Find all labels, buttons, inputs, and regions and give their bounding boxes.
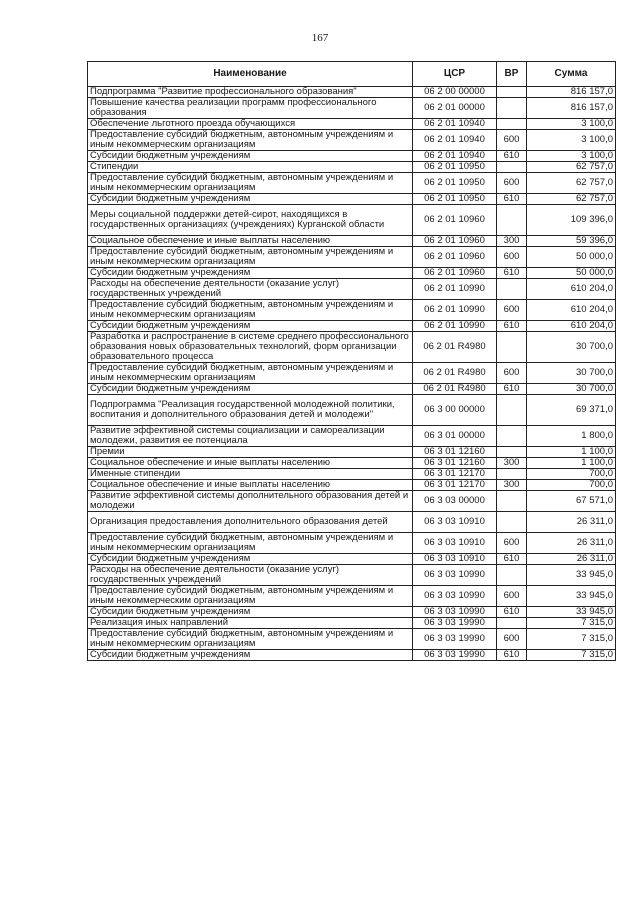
cell-csr: 06 3 03 00000 [413,491,497,512]
page-number: 167 [311,32,329,44]
cell-csr: 06 2 00 00000 [413,87,497,98]
cell-csr: 06 3 03 10990 [413,586,497,607]
cell-vr [497,87,527,98]
table-row [88,87,616,98]
cell-csr: 06 2 01 10940 [413,130,497,151]
cell-sum: 700,0 [527,469,616,480]
cell-name: Разработка и распространение в системе среднего профессионального образования новых образовательных технологий, форм организации образовательного процесса [88,332,413,363]
cell-csr: 06 2 01 R4980 [413,384,497,395]
cell-vr: 600 [497,247,527,268]
cell-name: Субсидии бюджетным учреждениям [88,268,413,279]
cell-name: Субсидии бюджетным учреждениям [88,554,413,565]
cell-name: Расходы на обеспечение деятельности (оказание услуг) государственных учреждений [88,565,413,586]
cell-csr: 06 2 01 10950 [413,173,497,194]
cell-sum: 26 311,0 [527,533,616,554]
cell-name: Подпрограмма "Реализация государственной молодежной политики, воспитания и дополнительного образования детей и молодежи" [88,395,413,426]
cell-sum: 33 945,0 [527,607,616,618]
table-row [88,447,616,458]
cell-csr: 06 2 01 10990 [413,300,497,321]
cell-sum: 26 311,0 [527,554,616,565]
table-row [88,458,616,469]
table-row [88,98,616,119]
cell-csr: 06 2 01 10960 [413,205,497,236]
table-row [88,236,616,247]
cell-vr: 610 [497,321,527,332]
cell-csr: 06 3 03 10990 [413,607,497,618]
cell-csr: 06 3 03 10990 [413,565,497,586]
cell-sum: 610 204,0 [527,279,616,300]
cell-sum: 50 000,0 [527,268,616,279]
table-row [88,607,616,618]
cell-sum: 30 700,0 [527,332,616,363]
cell-sum: 1 800,0 [527,426,616,447]
table-body [88,87,616,661]
table-row [88,650,616,661]
cell-vr: 300 [497,458,527,469]
cell-name: Предоставление субсидий бюджетным, автономным учреждениям и иным некоммерческим организациям [88,629,413,650]
cell-csr: 06 2 01 10990 [413,279,497,300]
cell-sum: 7 315,0 [527,618,616,629]
cell-sum: 610 204,0 [527,321,616,332]
cell-sum: 59 396,0 [527,236,616,247]
cell-csr: 06 2 01 10960 [413,268,497,279]
cell-sum: 610 204,0 [527,300,616,321]
cell-sum: 33 945,0 [527,565,616,586]
cell-sum: 33 945,0 [527,586,616,607]
cell-vr [497,618,527,629]
table-row [88,533,616,554]
table-row [88,565,616,586]
cell-name: Социальное обеспечение и иные выплаты населению [88,480,413,491]
table-row [88,426,616,447]
cell-csr: 06 2 01 10950 [413,162,497,173]
cell-vr: 600 [497,300,527,321]
cell-vr: 600 [497,629,527,650]
cell-name: Именные стипендии [88,469,413,480]
cell-csr: 06 3 03 19990 [413,618,497,629]
cell-sum: 50 000,0 [527,247,616,268]
cell-vr: 610 [497,268,527,279]
cell-name: Предоставление субсидий бюджетным, автономным учреждениям и иным некоммерческим организациям [88,533,413,554]
cell-csr: 06 3 01 12160 [413,458,497,469]
table-row [88,395,616,426]
cell-name: Субсидии бюджетным учреждениям [88,384,413,395]
cell-name: Субсидии бюджетным учреждениям [88,607,413,618]
table-row [88,469,616,480]
table-row [88,554,616,565]
cell-vr: 600 [497,130,527,151]
cell-vr [497,205,527,236]
table-row [88,130,616,151]
cell-sum: 30 700,0 [527,363,616,384]
cell-vr [497,395,527,426]
table-row [88,268,616,279]
cell-csr: 06 3 03 19990 [413,629,497,650]
cell-vr [497,469,527,480]
cell-csr: 06 2 01 10990 [413,321,497,332]
table-row [88,618,616,629]
cell-vr [497,98,527,119]
cell-csr: 06 3 01 12170 [413,480,497,491]
budget-table [87,61,616,661]
cell-vr: 610 [497,384,527,395]
cell-name: Развитие эффективной системы дополнительного образования детей и молодежи [88,491,413,512]
cell-csr: 06 2 01 00000 [413,98,497,119]
cell-name: Реализация иных направлений [88,618,413,629]
cell-csr: 06 2 01 10940 [413,119,497,130]
cell-name: Социальное обеспечение и иные выплаты населению [88,236,413,247]
cell-vr: 610 [497,151,527,162]
cell-csr: 06 3 01 00000 [413,426,497,447]
cell-csr: 06 3 03 10910 [413,512,497,533]
cell-vr: 610 [497,554,527,565]
column-header-name: Наименование [88,62,413,87]
cell-vr [497,426,527,447]
cell-name: Предоставление субсидий бюджетным, автономным учреждениям и иным некоммерческим организациям [88,363,413,384]
cell-csr: 06 3 01 12160 [413,447,497,458]
cell-sum: 62 757,0 [527,162,616,173]
cell-sum: 3 100,0 [527,151,616,162]
cell-vr: 300 [497,480,527,491]
cell-vr [497,565,527,586]
cell-vr [497,279,527,300]
cell-name: Предоставление субсидий бюджетным, автономным учреждениям и иным некоммерческим организациям [88,247,413,268]
cell-vr: 300 [497,236,527,247]
cell-vr: 600 [497,586,527,607]
cell-name: Субсидии бюджетным учреждениям [88,650,413,661]
cell-vr: 600 [497,173,527,194]
cell-sum: 62 757,0 [527,194,616,205]
cell-vr: 600 [497,363,527,384]
cell-csr: 06 3 01 12170 [413,469,497,480]
cell-name: Социальное обеспечение и иные выплаты населению [88,458,413,469]
cell-name: Предоставление субсидий бюджетным, автономным учреждениям и иным некоммерческим организациям [88,173,413,194]
table-row [88,586,616,607]
cell-vr [497,491,527,512]
cell-sum: 62 757,0 [527,173,616,194]
cell-name: Стипендии [88,162,413,173]
table-row [88,512,616,533]
table-row [88,384,616,395]
cell-csr: 06 2 01 10960 [413,247,497,268]
table-row [88,332,616,363]
cell-csr: 06 2 01 R4980 [413,332,497,363]
cell-name: Субсидии бюджетным учреждениям [88,151,413,162]
cell-csr: 06 2 01 10940 [413,151,497,162]
cell-vr [497,162,527,173]
cell-name: Обеспечение льготного проезда обучающихся [88,119,413,130]
cell-name: Предоставление субсидий бюджетным, автономным учреждениям и иным некоммерческим организациям [88,130,413,151]
table-row [88,300,616,321]
column-header-csr: ЦСР [413,62,497,87]
cell-vr [497,447,527,458]
cell-sum: 67 571,0 [527,491,616,512]
table-row [88,279,616,300]
table-row [88,363,616,384]
cell-csr: 06 2 01 R4980 [413,363,497,384]
cell-sum: 7 315,0 [527,629,616,650]
table-row [88,480,616,491]
cell-vr: 600 [497,533,527,554]
cell-csr: 06 2 01 10960 [413,236,497,247]
table-row [88,173,616,194]
cell-sum: 816 157,0 [527,87,616,98]
cell-vr [497,332,527,363]
cell-csr: 06 3 03 10910 [413,533,497,554]
cell-sum: 7 315,0 [527,650,616,661]
cell-csr: 06 2 01 10950 [413,194,497,205]
cell-sum: 69 371,0 [527,395,616,426]
cell-name: Предоставление субсидий бюджетным, автономным учреждениям и иным некоммерческим организациям [88,300,413,321]
cell-name: Субсидии бюджетным учреждениям [88,194,413,205]
column-header-vr: ВР [497,62,527,87]
table-row [88,194,616,205]
cell-name: Субсидии бюджетным учреждениям [88,321,413,332]
cell-name: Повышение качества реализации программ профессионального образования [88,98,413,119]
cell-sum: 1 100,0 [527,447,616,458]
table-row [88,491,616,512]
cell-sum: 26 311,0 [527,512,616,533]
table-row [88,629,616,650]
column-header-sum: Сумма [527,62,616,87]
cell-csr: 06 3 00 00000 [413,395,497,426]
cell-vr: 610 [497,194,527,205]
table-row [88,247,616,268]
cell-name: Меры социальной поддержки детей-сирот, находящихся в государственных организациях (учреждениях) Курганской области [88,205,413,236]
cell-name: Предоставление субсидий бюджетным, автономным учреждениям и иным некоммерческим организациям [88,586,413,607]
cell-csr: 06 3 03 19990 [413,650,497,661]
table-row [88,205,616,236]
cell-sum: 3 100,0 [527,119,616,130]
table-row [88,119,616,130]
cell-vr [497,119,527,130]
cell-name: Премии [88,447,413,458]
table-row [88,321,616,332]
cell-sum: 1 100,0 [527,458,616,469]
cell-sum: 700,0 [527,480,616,491]
cell-name: Подпрограмма "Развитие профессионального образования" [88,87,413,98]
cell-sum: 816 157,0 [527,98,616,119]
table-header-row [88,62,616,87]
cell-sum: 109 396,0 [527,205,616,236]
cell-vr: 610 [497,607,527,618]
cell-name: Организация предоставления дополнительного образования детей [88,512,413,533]
cell-sum: 30 700,0 [527,384,616,395]
cell-vr: 610 [497,650,527,661]
cell-csr: 06 3 03 10910 [413,554,497,565]
cell-name: Развитие эффективной системы социализации и самореализации молодежи, развития ее потенциала [88,426,413,447]
cell-vr [497,512,527,533]
cell-sum: 3 100,0 [527,130,616,151]
cell-name: Расходы на обеспечение деятельности (оказание услуг) государственных учреждений [88,279,413,300]
table-row [88,162,616,173]
table-row [88,151,616,162]
